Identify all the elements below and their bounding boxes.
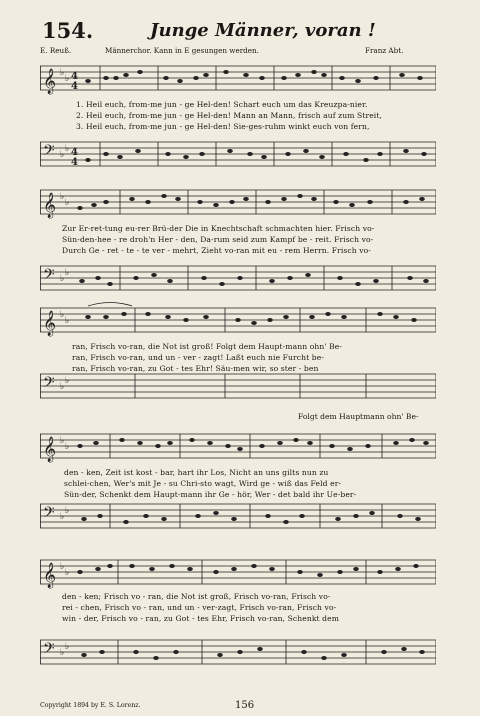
lyric-verse-2: 2. Heil euch, from-me jun - ge Hel-den! Mann an Mann, frisch auf zum Streit, [76, 111, 382, 120]
music-system-5 [0, 552, 480, 694]
svg-text:♭: ♭ [65, 316, 70, 326]
lyric-verse-3: win - der, Frisch vo - ran, zu Got - tes Ehr, Frisch vo-ran, Schenkt dem [62, 614, 340, 623]
bass-staff [40, 496, 436, 536]
svg-text:𝄞: 𝄞 [43, 193, 57, 218]
bass-staff [40, 632, 436, 672]
svg-text:4: 4 [71, 157, 78, 168]
page-footer [0, 702, 480, 714]
lyric-verse-1: Zur Er-ret-tung eu-rer Brü-der Die in Knechtschaft schmachten hier. Frisch vo- [62, 224, 375, 233]
music-system-4 [0, 426, 480, 536]
svg-text:♭: ♭ [60, 310, 65, 320]
svg-text:𝄢: 𝄢 [43, 640, 55, 661]
svg-text:♭: ♭ [60, 274, 65, 284]
svg-text:𝄢: 𝄢 [43, 374, 55, 395]
svg-text:𝄞: 𝄞 [43, 311, 57, 336]
svg-text:♭: ♭ [65, 442, 70, 452]
composer-credit: Franz Abt. [365, 46, 404, 55]
lyric-verse-1: 1. Heil euch, from-me jun - ge Hel-den! Schart euch um das Kreuzpa-nier. [76, 100, 368, 109]
svg-text:♭: ♭ [60, 150, 65, 160]
svg-text:𝄢: 𝄢 [43, 266, 55, 287]
bass-staff [40, 134, 436, 174]
svg-text:♭: ♭ [65, 74, 70, 84]
page-number: 156 [235, 700, 255, 711]
svg-text:♭: ♭ [65, 376, 70, 386]
svg-text:𝄢: 𝄢 [43, 504, 55, 525]
music-system-3 [0, 300, 480, 406]
lyric-verse-2: ran, Frisch vo-ran, und un - ver - zagt! Laßt euch nie Furcht be- [72, 353, 325, 362]
bass-staff [40, 366, 436, 406]
lyric-verse-3: Sün-der, Schenkt dem Haupt-mann ihr Ge - hör, Wer - det bald ihr Ue-ber- [64, 490, 357, 499]
svg-text:𝄢: 𝄢 [43, 142, 55, 163]
music-system-2 [0, 182, 480, 298]
svg-text:♭: ♭ [65, 642, 70, 652]
performance-note: Männerchor. Kann in E gesungen werden. [105, 46, 259, 55]
svg-text:♭: ♭ [60, 562, 65, 572]
svg-text:♭: ♭ [65, 506, 70, 516]
treble-staff [40, 58, 436, 98]
svg-text:♭: ♭ [60, 192, 65, 202]
svg-text:♭: ♭ [65, 268, 70, 278]
lyric-verse-1: den - ken, Zeit ist kost - bar, hart ihr Los, Nicht an uns gilts nun zu [64, 468, 329, 477]
lyric-verse-1: ran, Frisch vo-ran, die Not ist groß! Folgt dem Haupt-mann ohn' Be- [72, 342, 343, 351]
lyric-verse-3: 3. Heil euch, from-me jun - ge Hel-den! Sie-ges-ruhm winkt euch von fern, [76, 122, 370, 131]
lyric-verse-3: Durch Ge - ret - te - te ver - mehrt, Zieht vo-ran mit eu - rem Herrn. Frisch vo- [62, 246, 371, 255]
svg-text:4: 4 [71, 147, 78, 158]
svg-text:♭: ♭ [65, 568, 70, 578]
treble-staff [40, 300, 436, 340]
svg-text:𝄞: 𝄞 [43, 563, 57, 588]
svg-text:4: 4 [71, 71, 78, 82]
svg-text:𝄞: 𝄞 [43, 69, 57, 94]
lyric-verse-1: den - ken; Frisch vo - ran, die Not ist groß, Frisch vo-ran, Frisch vo- [62, 592, 331, 601]
cue-lyric: Folgt dem Hauptmann ohn' Be- [298, 412, 419, 421]
svg-text:4: 4 [71, 81, 78, 92]
svg-text:♭: ♭ [60, 512, 65, 522]
author-credit: E. Reuß. [40, 46, 72, 55]
svg-text:♭: ♭ [60, 68, 65, 78]
svg-text:𝄞: 𝄞 [43, 437, 57, 462]
svg-text:♭: ♭ [65, 198, 70, 208]
lyric-verse-2: Sün-den-hee - re droh'n Her - den, Da-rum seid zum Kampf be - reit. Frisch vo- [62, 235, 374, 244]
treble-staff [40, 552, 436, 592]
hymn-header [0, 18, 480, 46]
svg-text:♭: ♭ [60, 382, 65, 392]
lyric-verse-2: rei - chen, Frisch vo - ran, und un - ver-zagt, Frisch vo-ran, Frisch vo- [62, 603, 337, 612]
treble-staff [40, 182, 436, 222]
copyright-notice: Copyright 1894 by E. S. Lorenz. [40, 702, 141, 709]
lyric-verse-3: ran, Frisch vo-ran, zu Got - tes Ehr! Säu-men wir, so ster - ben [72, 364, 319, 373]
music-system-1 [0, 58, 480, 174]
treble-staff [40, 426, 436, 466]
hymn-number: 154. [42, 18, 94, 43]
svg-text:♭: ♭ [65, 144, 70, 154]
hymn-title: Junge Männer, voran ! [150, 20, 376, 41]
lyric-verse-2: schlei-chen, Wer's mit Je - su Chri-sto wagt, Wird ge - wiß das Feld er- [64, 479, 342, 488]
svg-text:♭: ♭ [60, 436, 65, 446]
bass-staff [40, 258, 436, 298]
svg-text:♭: ♭ [60, 648, 65, 658]
